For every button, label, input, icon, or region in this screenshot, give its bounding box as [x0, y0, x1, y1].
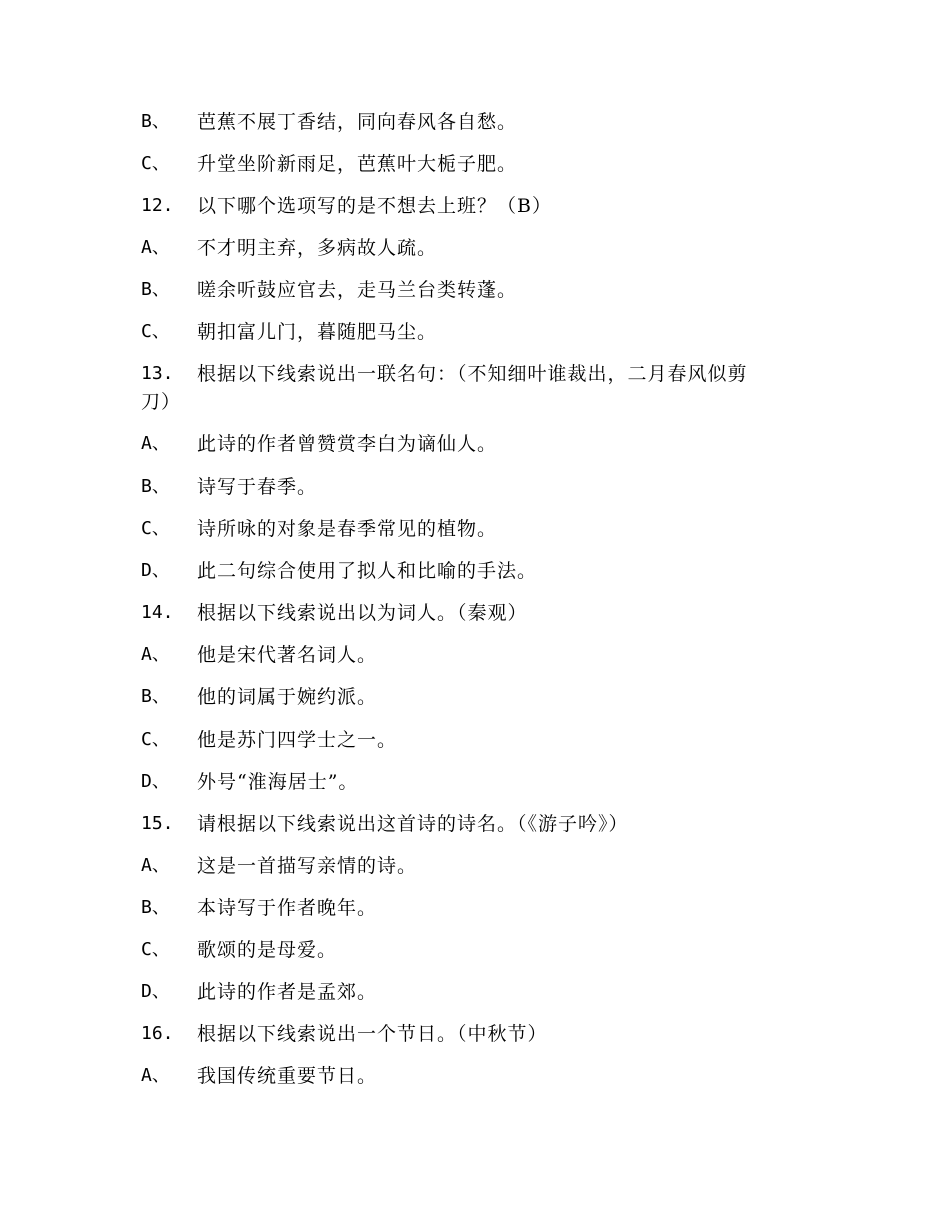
option-text: 诗所咏的对象是春季常见的植物。 — [197, 518, 498, 540]
option-marker: D、 — [141, 771, 170, 792]
option-marker: A、 — [141, 237, 170, 258]
question-text: 根据以下线索说出一联名句：（不知细叶谁裁出，二月春风似剪 — [197, 363, 748, 385]
option-text: 升堂坐阶新雨足，芭蕉叶大栀子肥。 — [197, 153, 518, 175]
question-number: 12. — [141, 195, 174, 216]
option-text: 他是宋代著名词人。 — [197, 644, 378, 666]
option-text: 朝扣富儿门，暮随肥马尘。 — [197, 321, 438, 343]
question-text: 请根据以下线索说出这首诗的诗名。（《游子吟》） — [197, 813, 629, 835]
question-text: 根据以下线索说出以为词人。（秦观） — [197, 602, 528, 624]
option-text: 他是苏门四学士之一。 — [197, 729, 398, 751]
option-marker: C、 — [141, 518, 170, 539]
option-text: 不才明主弃，多病故人疏。 — [197, 237, 438, 259]
option-marker: A、 — [141, 644, 170, 665]
option-text: 我国传统重要节日。 — [197, 1065, 378, 1087]
option-text: 外号“淮海居士”。 — [197, 771, 359, 793]
question-line — [141, 360, 821, 416]
option-text: 芭蕉不展丁香结，同向春风各自愁。 — [197, 111, 518, 133]
question-text: 以下哪个选项写的是不想去上班？（B） — [197, 195, 552, 217]
option-text: 此诗的作者是孟郊。 — [197, 981, 378, 1003]
option-marker: A、 — [141, 1065, 170, 1086]
question-number: 15. — [141, 813, 174, 834]
question-number: 16. — [141, 1023, 174, 1044]
option-marker: D、 — [141, 560, 170, 581]
question-text: 根据以下线索说出一个节日。（中秋节） — [197, 1023, 548, 1045]
option-marker: D、 — [141, 981, 170, 1002]
question-number: 14. — [141, 602, 174, 623]
option-marker: B、 — [141, 897, 170, 918]
question-number: 13. — [141, 363, 174, 384]
option-marker: B、 — [141, 279, 170, 300]
option-marker: B、 — [141, 686, 170, 707]
option-text: 他的词属于婉约派。 — [197, 686, 378, 708]
option-text: 这是一首描写亲情的诗。 — [197, 855, 418, 877]
option-text: 诗写于春季。 — [197, 476, 318, 498]
option-marker: C、 — [141, 939, 170, 960]
option-marker: C、 — [141, 153, 170, 174]
option-marker: C、 — [141, 321, 170, 342]
option-marker: C、 — [141, 729, 170, 750]
option-marker: B、 — [141, 476, 170, 497]
option-marker: A、 — [141, 855, 170, 876]
option-text: 此二句综合使用了拟人和比喻的手法。 — [197, 560, 538, 582]
question-text-continuation: 刀） — [141, 391, 182, 413]
option-text: 歌颂的是母爱。 — [197, 939, 338, 961]
option-text: 本诗写于作者晚年。 — [197, 897, 378, 919]
option-text: 此诗的作者曾赞赏李白为谪仙人。 — [197, 433, 498, 455]
option-marker: B、 — [141, 111, 170, 132]
option-text: 嗟余听鼓应官去，走马兰台类转蓬。 — [197, 279, 518, 301]
option-marker: A、 — [141, 433, 170, 454]
